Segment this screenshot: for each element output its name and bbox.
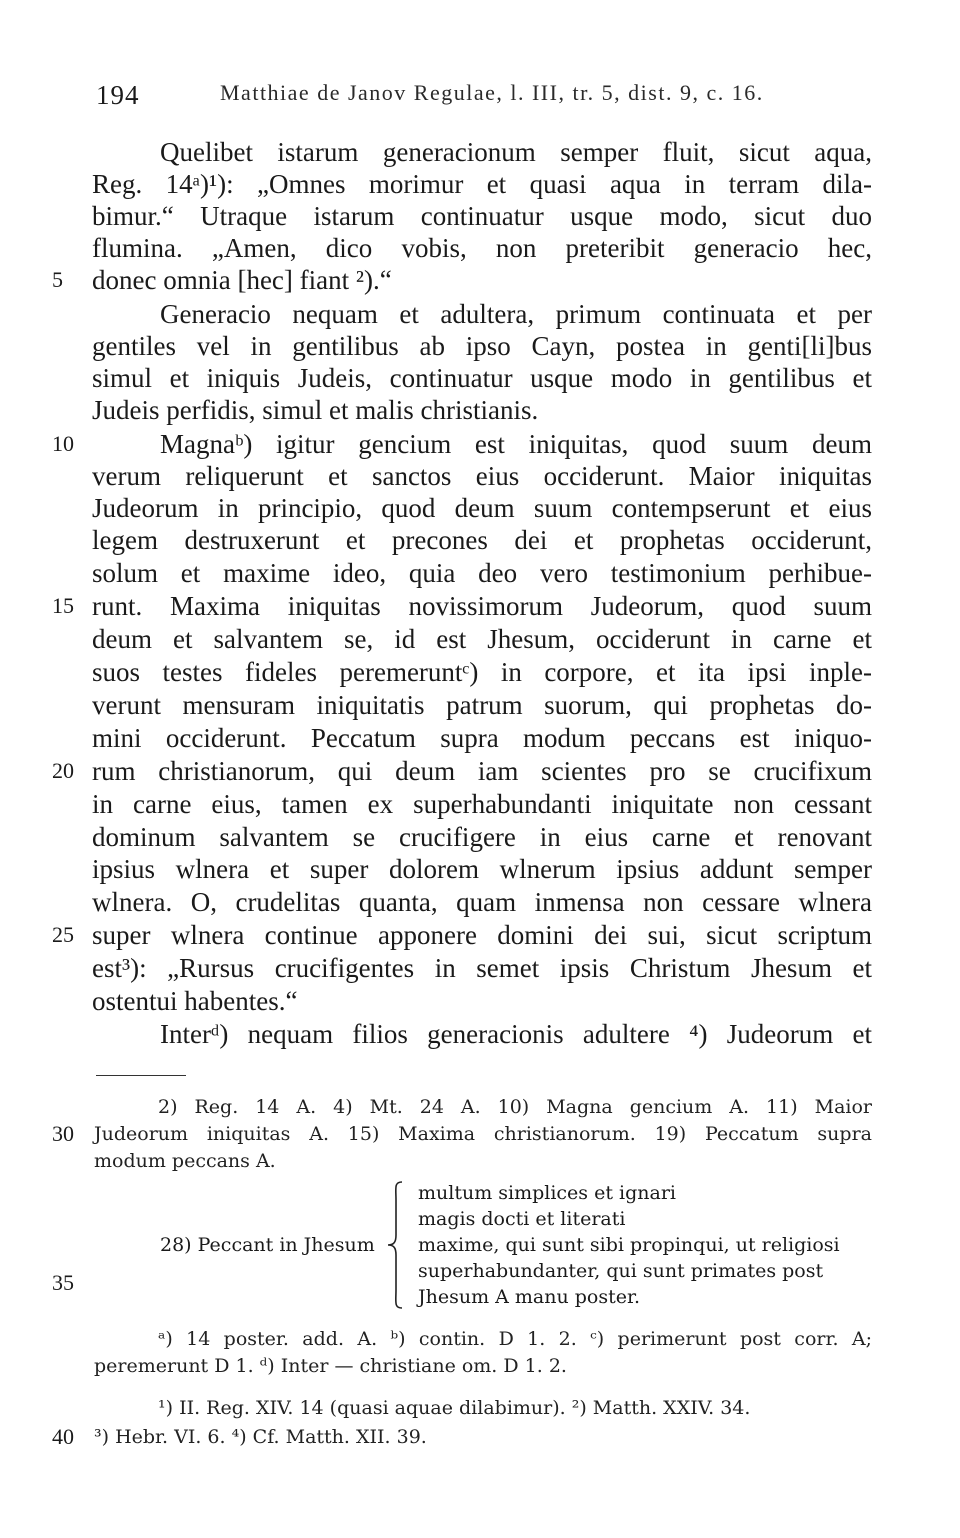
text-line: Magnaᵇ) igitur gencium est iniquitas, quod suum deum <box>160 429 872 459</box>
brace-item: multum simplices et ignari <box>418 1182 676 1204</box>
footnote-line: modum peccans A. <box>94 1150 276 1172</box>
text-line: flumina. „Amen, dico vobis, non preteribit generacio hec, <box>92 233 872 263</box>
text-line: Judeis perfidis, simul et malis christianis. <box>92 395 539 425</box>
text-line: gentiles vel in gentilibus ab ipso Cayn, postea in genti[li]bus <box>92 331 872 361</box>
text-line: suos testes fideles peremeruntᶜ) in corpore, et ita ipsi inple- <box>92 657 872 687</box>
text-line: ostentui habentes.“ <box>92 986 298 1016</box>
text-line: donec omnia [hec] fiant ²).“ <box>92 265 392 295</box>
footnote-line: ¹) II. Reg. XIV. 14 (quasi aquae dilabimur). ²) Matth. XXIV. 34. <box>158 1397 751 1419</box>
text-line: wlnera. O, crudelitas quanta, quam inmensa non cessare wlnera <box>92 887 872 917</box>
text-line: mini occiderunt. Peccatum supra modum peccans est iniquo- <box>92 723 872 753</box>
curly-brace-icon <box>386 1180 404 1310</box>
text-line: Generacio nequam et adultera, primum continuata et per <box>160 299 872 329</box>
running-title: Matthiae de Janov Regulae, l. III, tr. 5, dist. 9, c. 16. <box>220 80 764 105</box>
brace-label: 28) Peccant in Jhesum <box>160 1234 375 1256</box>
brace-item: Jhesum A manu poster. <box>418 1286 641 1308</box>
line-number: 30 <box>52 1121 74 1146</box>
text-line: super wlnera continue apponere domini dei sui, sicut scriptum <box>92 920 872 950</box>
text-line: deum et salvantem se, id est Jhesum, occiderunt in carne et <box>92 624 872 654</box>
text-line: bimur.“ Utraque istarum continuatur usque modo, sicut duo <box>92 201 872 231</box>
text-line: simul et iniquis Judeis, continuatur usque modo in gentilibus et <box>92 363 872 393</box>
text-line: legem destruxerunt et precones dei et prophetas occiderunt, <box>92 525 872 555</box>
text-line: runt. Maxima iniquitas novissimorum Judeorum, quod suum <box>92 591 872 621</box>
text-line: est³): „Rursus crucifigentes in semet ipsis Christum Jhesum et <box>92 953 872 983</box>
footnote-line: Judeorum iniquitas A. 15) Maxima christianorum. 19) Peccatum supra <box>94 1123 872 1145</box>
brace-item: maxime, qui sunt sibi propinqui, ut religiosi <box>418 1234 840 1256</box>
footnote-line: 2) Reg. 14 A. 4) Mt. 24 A. 10) Magna gencium A. 11) Maior <box>158 1096 872 1118</box>
text-line: rum christianorum, qui deum iam scientes pro se crucifixum <box>92 756 872 786</box>
page-header <box>0 78 960 118</box>
footnote-divider <box>96 1075 186 1076</box>
footnote-line: ᵃ) 14 poster. add. A. ᵇ) contin. D 1. 2. ᶜ) perimerunt post corr. A; <box>158 1328 872 1350</box>
footnote-line: peremerunt D 1. ᵈ) Inter — christiane om. D 1. 2. <box>94 1355 567 1377</box>
text-line: Judeorum in principio, quod deum suum contempserunt et eius <box>92 493 872 523</box>
text-line: Reg. 14ᵃ)¹): „Omnes morimur et quasi aqua in terram dila- <box>92 169 872 199</box>
line-number: 35 <box>52 1270 74 1295</box>
page-number: 194 <box>96 80 140 110</box>
footnote-line: ³) Hebr. VI. 6. ⁴) Cf. Matth. XII. 39. <box>94 1426 427 1448</box>
text-line: verunt mensuram iniquitatis patrum suorum, qui prophetas do- <box>92 690 872 720</box>
line-number: 5 <box>52 267 63 292</box>
line-number: 15 <box>52 593 74 618</box>
text-line: dominum salvantem se crucifigere in eius carne et renovant <box>92 822 872 852</box>
text-line: Quelibet istarum generacionum semper fluit, sicut aqua, <box>160 137 872 167</box>
line-number: 10 <box>52 431 74 456</box>
text-line: verum reliquerunt et sanctos eius occiderunt. Maior iniquitas <box>92 461 872 491</box>
text-line: solum et maxime ideo, quia deo vero testimonium perhibue- <box>92 558 872 588</box>
text-line: Interᵈ) nequam filios generacionis adultere ⁴) Judeorum et <box>160 1019 872 1049</box>
line-number: 20 <box>52 758 74 783</box>
text-line: in carne eius, tamen ex superhabundanti iniquitate non cessant <box>92 789 872 819</box>
brace-item: superhabundanter, qui sunt primates post <box>418 1260 824 1282</box>
line-number: 40 <box>52 1424 74 1449</box>
brace-item: magis docti et literati <box>418 1208 626 1230</box>
line-number: 25 <box>52 922 74 947</box>
text-line: ipsius wlnera et super dolorem wlnerum ipsius addunt semper <box>92 854 872 884</box>
